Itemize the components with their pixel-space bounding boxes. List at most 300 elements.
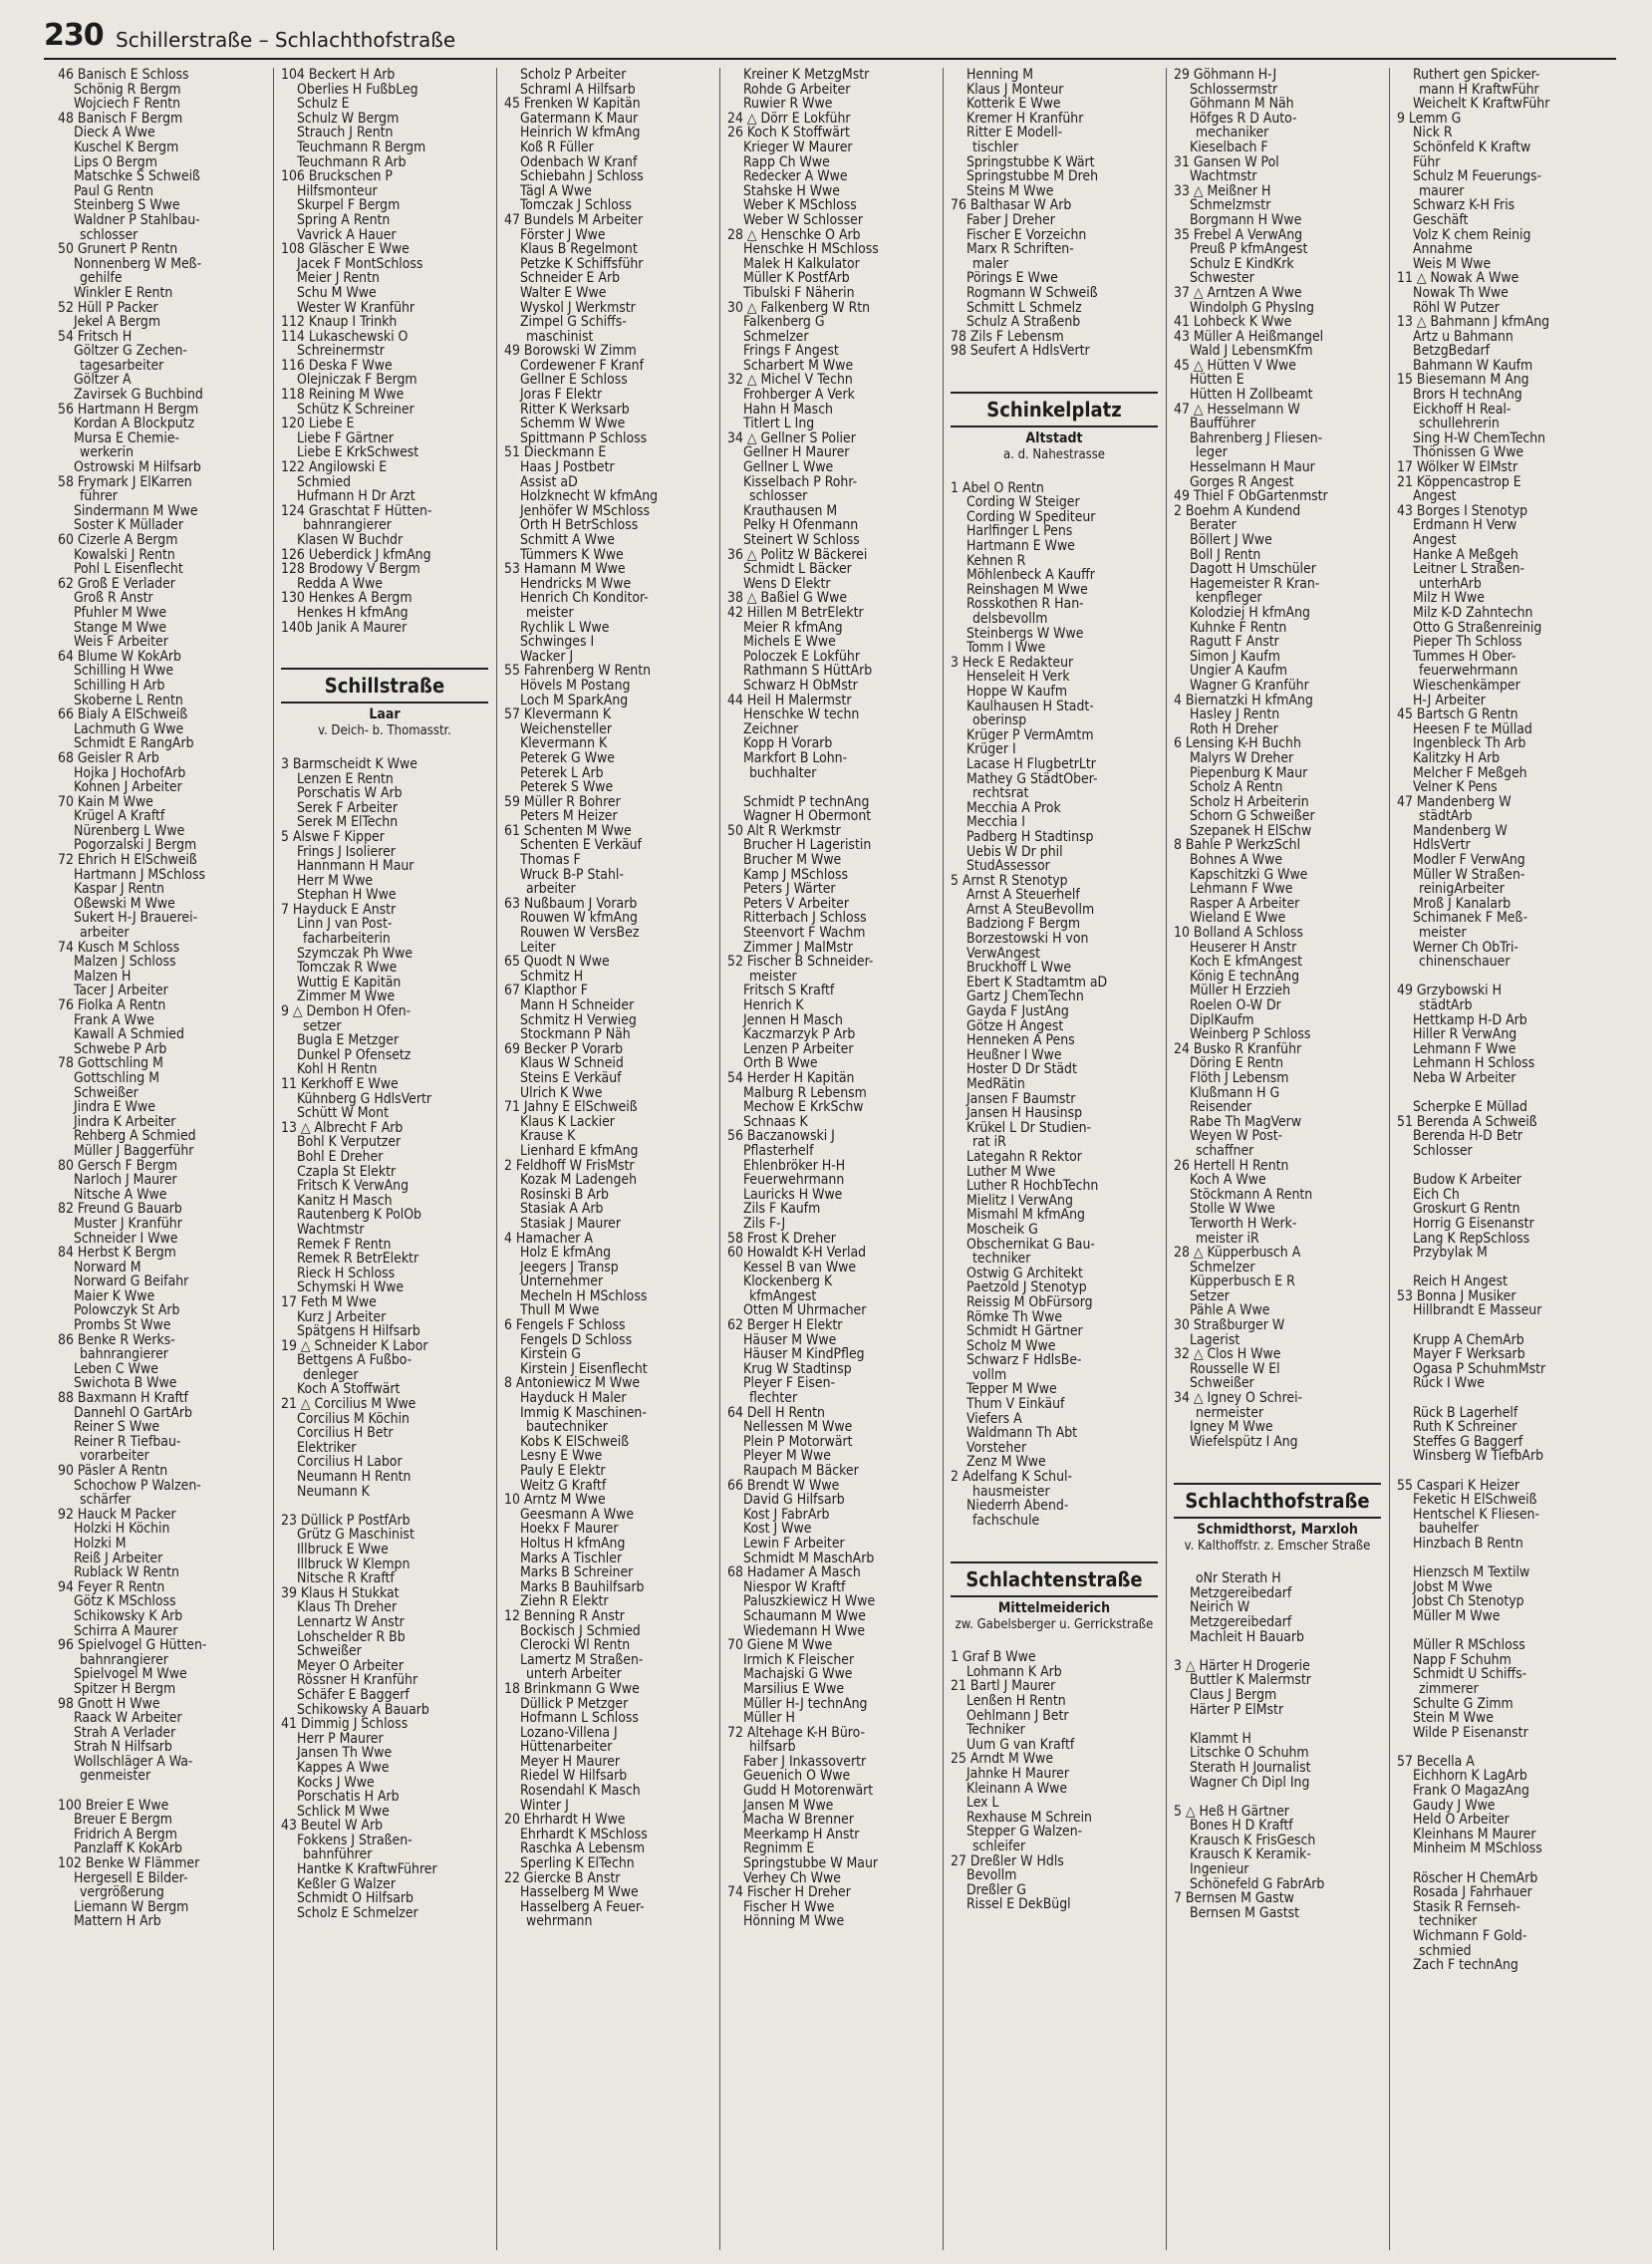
- directory-entry: 58 Frost K Dreher: [727, 1231, 836, 1247]
- directory-entry: Borzestowski H von: [966, 932, 1089, 947]
- directory-entry: Neumann H Rentn: [297, 1470, 412, 1485]
- directory-entry: Hinzbach B Rentn: [1413, 1536, 1523, 1552]
- directory-entry: König E technAng: [1190, 969, 1300, 985]
- directory-entry: Szymczak Ph Wwe: [297, 946, 413, 962]
- directory-entry: Koß R Füller: [520, 140, 594, 155]
- spacer: [1174, 1790, 1381, 1805]
- directory-entry: Krüger P VermAmtm: [966, 727, 1094, 743]
- directory-entry: Ehlenbröker H-H: [743, 1158, 846, 1174]
- directory-entry: Redecker A Wwe: [743, 169, 848, 184]
- directory-entry: Stephan H Wwe: [297, 888, 397, 903]
- directory-entry: 2 Boehm A Kundend: [1174, 503, 1301, 519]
- directory-entry: Budow K Arbeiter: [1413, 1173, 1521, 1188]
- directory-entry: Simon J Kaufm: [1190, 649, 1280, 665]
- directory-entry: 124 Graschtat F Hütten-: [281, 503, 432, 519]
- directory-entry: Mecchia I: [966, 815, 1025, 830]
- directory-entry: delsbevollm: [972, 612, 1048, 627]
- directory-entry: Corcilius M Köchin: [297, 1411, 410, 1427]
- directory-entry: reinigArbeiter: [1419, 882, 1505, 897]
- directory-entry: Scholz P Arbeiter: [520, 68, 627, 83]
- directory-entry: 36 △ Politz W Bäckerei: [727, 547, 868, 563]
- directory-entry: Sterath H Journalist: [1190, 1760, 1311, 1776]
- spacer: [1174, 1557, 1381, 1572]
- directory-entry: 18 Brinkmann G Wwe: [504, 1681, 640, 1697]
- directory-entry: Kohnen J Arbeiter: [74, 780, 182, 795]
- directory-entry: Jansen Th Wwe: [297, 1746, 393, 1761]
- directory-entry: 122 Angilowski E: [281, 460, 388, 475]
- directory-entry: Göltzer A: [74, 373, 132, 389]
- directory-entry: Lagerist: [1190, 1332, 1240, 1348]
- directory-entry: Schweißer: [297, 1644, 362, 1659]
- directory-entry: Nowak Th Wwe: [1413, 285, 1509, 301]
- directory-entry: Sing H-W ChemTechn: [1413, 430, 1546, 446]
- directory-entry: Henseleit H Verk: [966, 670, 1070, 685]
- directory-entry: Scholz M Wwe: [966, 1338, 1056, 1354]
- directory-entry: Kost J FabrArb: [743, 1507, 830, 1523]
- directory-entry: Spitzer H Bergm: [74, 1681, 176, 1697]
- directory-entry: 23 Düllick P PostfArb: [281, 1513, 411, 1529]
- directory-entry: 74 Fischer H Dreher: [727, 1885, 851, 1900]
- directory-entry: Oberlies H FußbLeg: [297, 82, 418, 98]
- directory-entry: Bockisch J Schmied: [520, 1623, 641, 1639]
- directory-entry: Nick R: [1413, 126, 1453, 141]
- directory-entry: DiplKaufm: [1190, 1012, 1254, 1028]
- directory-entry: 24 △ Dörr E Lokführ: [727, 111, 851, 127]
- directory-entry: Arnst A SteuBevollm: [966, 902, 1095, 918]
- directory-entry: 78 Gottschling M: [58, 1056, 163, 1071]
- directory-entry: Schneider E Arb: [520, 271, 621, 286]
- directory-entry: Pfuhler M Wwe: [74, 605, 167, 621]
- directory-entry: Kirstein G: [520, 1347, 581, 1362]
- directory-entry: bautechniker: [526, 1420, 608, 1435]
- directory-entry: Krausch K FrisGesch: [1190, 1833, 1316, 1848]
- directory-entry: meister iR: [1196, 1231, 1259, 1247]
- directory-entry: Schaumann M Wwe: [743, 1608, 866, 1624]
- directory-entry: Kost J Wwe: [743, 1522, 812, 1537]
- directory-entry: Rieck H Schloss: [297, 1266, 396, 1281]
- directory-entry: Stasiak J Maurer: [520, 1216, 622, 1232]
- directory-entry: Peters M Heizer: [520, 809, 618, 824]
- directory-entry: 62 Groß E Verlader: [58, 576, 175, 592]
- directory-entry: Polowczyk St Arb: [74, 1303, 180, 1319]
- directory-entry: 61 Schenten M Wwe: [504, 823, 632, 839]
- directory-entry: Rouwen W kfmAng: [520, 911, 638, 927]
- directory-entry: Marks B Bauhilfsarb: [520, 1579, 645, 1595]
- directory-entry: Götze H Angest: [966, 1018, 1064, 1034]
- directory-entry: schullehrerin: [1419, 417, 1500, 431]
- directory-entry: Pleyer F Eisen-: [743, 1376, 836, 1392]
- directory-entry: Jahnke H Maurer: [966, 1766, 1069, 1782]
- directory-entry: Markfort B Lohn-: [743, 750, 848, 766]
- directory-entry: Padberg H Stadtinsp: [966, 829, 1094, 845]
- directory-entry: Arnst A Steuerhelf: [966, 888, 1080, 903]
- directory-entry: schaffner: [1196, 1143, 1254, 1159]
- directory-entry: Schulz A Straßenb: [966, 315, 1081, 330]
- directory-entry: Wyskol J Werkmstr: [520, 300, 636, 316]
- directory-entry: Paul G Rentn: [74, 183, 154, 199]
- directory-entry: Klevermann K: [520, 736, 608, 751]
- directory-entry: Schulz W Bergm: [297, 111, 400, 127]
- directory-entry: 116 Deska F Wwe: [281, 358, 393, 374]
- directory-entry: Schreinermstr: [297, 344, 385, 359]
- directory-entry: Rousselle W El: [1190, 1361, 1280, 1377]
- directory-entry: Nellessen M Wwe: [743, 1420, 853, 1435]
- directory-entry: Rapp Ch Wwe: [743, 154, 830, 170]
- directory-entry: 59 Müller R Bohrer: [504, 794, 621, 810]
- directory-entry: Hannmann H Maur: [297, 859, 414, 874]
- directory-entry: 12 Benning R Anstr: [504, 1608, 625, 1624]
- column-4: [727, 68, 935, 2250]
- directory-entry: fachschule: [972, 1513, 1040, 1529]
- directory-entry: Horrig G Eisenanstr: [1413, 1216, 1534, 1232]
- directory-entry: Rabe Th MagVerw: [1190, 1114, 1302, 1130]
- directory-entry: Fischer H Wwe: [743, 1899, 835, 1915]
- directory-entry: Häuser M Wwe: [743, 1332, 837, 1348]
- spacer: [951, 1636, 1158, 1651]
- directory-entry: Hahn H Masch: [743, 402, 833, 418]
- directory-entry: Reich H Angest: [1413, 1274, 1508, 1289]
- directory-entry: Krüger I: [966, 742, 1016, 757]
- directory-entry: Kehnen R: [966, 553, 1026, 569]
- directory-entry: Lips O Bergm: [74, 154, 157, 170]
- directory-entry: Mecheln H MSchloss: [520, 1288, 648, 1304]
- directory-entry: 53 Hamann M Wwe: [504, 562, 626, 577]
- directory-entry: Lex L: [966, 1796, 999, 1811]
- directory-entry: Klaus W Schneid: [520, 1056, 624, 1071]
- directory-entry: Techniker: [966, 1723, 1025, 1738]
- directory-entry: 34 △ Igney O Schrei-: [1174, 1391, 1303, 1406]
- directory-entry: Lehmann F Wwe: [1413, 1041, 1516, 1057]
- directory-entry: Frank O MagazAng: [1413, 1784, 1529, 1799]
- directory-entry: Brucher H Lageristin: [743, 838, 872, 854]
- directory-entry: Clerocki Wl Rentn: [520, 1638, 631, 1653]
- directory-entry: Melcher F Meßgeh: [1413, 765, 1527, 781]
- column-divider: [1166, 68, 1167, 2250]
- directory-entry: Stein M Wwe: [1413, 1711, 1494, 1726]
- directory-entry: Kaczmarzyk P Arb: [743, 1027, 856, 1042]
- directory-entry: 66 Bialy A ElSchweiß: [58, 708, 188, 722]
- directory-entry: 49 Borowski W Zimm: [504, 344, 637, 359]
- directory-entry: Vorsteher: [966, 1440, 1027, 1456]
- directory-entry: Czapla St Elektr: [297, 1164, 397, 1180]
- directory-entry: Pohl L Eisenflecht: [74, 562, 183, 577]
- directory-entry: Fritsch K VerwAng: [297, 1179, 410, 1194]
- directory-entry: Lohmann K Arb: [966, 1664, 1062, 1680]
- directory-entry: hausmeister: [972, 1484, 1050, 1500]
- directory-entry: 84 Herbst K Bergm: [58, 1246, 176, 1261]
- directory-entry: Hantke K KraftwFührer: [297, 1862, 437, 1877]
- directory-entry: 37 △ Arntzen A Wwe: [1174, 285, 1302, 301]
- directory-entry: oberinsp: [972, 713, 1027, 728]
- directory-entry: Porschatis W Arb: [297, 786, 403, 801]
- directory-entry: Hoster D Dr Städt: [966, 1062, 1077, 1077]
- directory-entry: Reinshagen M Wwe: [966, 582, 1088, 598]
- directory-entry: schleifer: [972, 1839, 1026, 1854]
- directory-entry: 28 △ Küpperbusch A: [1174, 1246, 1301, 1261]
- directory-entry: Milz K-D Zahntechn: [1413, 605, 1533, 621]
- directory-entry: Pauly E Elektr: [520, 1464, 606, 1479]
- directory-entry: Schirra A Maurer: [74, 1623, 178, 1639]
- directory-entry: 21 Bartl J Maurer: [951, 1679, 1056, 1694]
- directory-entry: Tummes H Ober-: [1413, 649, 1516, 665]
- directory-entry: Schlosser: [1413, 1143, 1473, 1159]
- directory-entry: StudAssessor: [966, 859, 1050, 874]
- directory-entry: Feketic H ElSchweiß: [1413, 1493, 1537, 1508]
- directory-entry: Gellner E Schloss: [520, 373, 628, 389]
- directory-entry: Küpperbusch E R: [1190, 1274, 1295, 1289]
- directory-entry: Terworth H Werk-: [1190, 1216, 1297, 1232]
- directory-entry: Weis M Wwe: [1413, 256, 1492, 272]
- spacer: [951, 373, 1158, 388]
- directory-entry: Hojka J HochofArb: [74, 765, 186, 781]
- directory-entry: 96 Spielvogel G Hütten-: [58, 1638, 207, 1653]
- directory-entry: Schwarz H ObMstr: [743, 678, 858, 694]
- directory-entry: Leiter: [520, 940, 556, 956]
- directory-entry: Spätgens H Hilfsarb: [297, 1324, 420, 1339]
- directory-entry: Litschke O Schuhm: [1190, 1746, 1309, 1761]
- directory-entry: Koch A Stoffwärt: [297, 1382, 401, 1398]
- directory-entry: Thönissen G Wwe: [1413, 445, 1524, 461]
- spacer: [1397, 1391, 1606, 1406]
- directory-entry: Lehmann H Schloss: [1413, 1056, 1535, 1071]
- directory-entry: 9 Lemm G: [1397, 111, 1462, 127]
- spacer: [1174, 1449, 1381, 1464]
- directory-entry: Lohschelder R Bb: [297, 1629, 406, 1645]
- directory-entry: 42 Hillen M BetrElektr: [727, 605, 864, 621]
- directory-entry: 88 Baxmann H Kraftf: [58, 1391, 188, 1406]
- directory-entry: Zach F technAng: [1413, 1958, 1518, 1973]
- directory-entry: Falkenberg G: [743, 315, 825, 330]
- directory-entry: 69 Becker P Vorarb: [504, 1041, 624, 1057]
- directory-entry: Bones H D Kraftf: [1190, 1819, 1293, 1834]
- directory-entry: 74 Kusch M Schloss: [58, 940, 180, 956]
- spacer: [1397, 1261, 1606, 1275]
- directory-entry: Krug W Stadtinsp: [743, 1361, 852, 1377]
- directory-entry: 21 △ Corcilius M Wwe: [281, 1397, 416, 1412]
- directory-entry: wehrmann: [526, 1914, 593, 1929]
- directory-entry: oNr Sterath H: [1196, 1571, 1281, 1586]
- directory-entry: Borgmann H Wwe: [1190, 212, 1302, 228]
- directory-entry: Serek M ElTechn: [297, 815, 399, 830]
- directory-entry: Schnaas K: [743, 1114, 808, 1130]
- directory-entry: Götz K MSchloss: [74, 1594, 176, 1609]
- directory-entry: Schütt W Mont: [297, 1106, 389, 1121]
- directory-entry: meister: [1419, 926, 1467, 941]
- directory-entry: Gayda F JustAng: [966, 1004, 1069, 1019]
- directory-entry: Berater: [1190, 518, 1237, 533]
- directory-entry: Schmitt L Schmelz: [966, 300, 1082, 316]
- directory-entry: nermeister: [1196, 1405, 1264, 1421]
- directory-entry: Möhlenbeck A Kauffr: [966, 568, 1095, 583]
- directory-entry: Springstubbe K Wärt: [966, 154, 1095, 170]
- directory-entry: Krükel L Dr Studien-: [966, 1120, 1092, 1136]
- directory-entry: 92 Hauck M Packer: [58, 1507, 176, 1523]
- directory-entry: Malzen J Schloss: [74, 955, 176, 970]
- directory-entry: Schenten E Verkäuf: [520, 838, 642, 854]
- directory-entry: Joras F Elektr: [520, 388, 603, 403]
- directory-entry: 11 △ Nowak A Wwe: [1397, 271, 1519, 286]
- directory-entry: Soster K Müllader: [74, 518, 184, 533]
- directory-entry: 51 Berenda A Schweiß: [1397, 1114, 1537, 1130]
- directory-entry: Steinert W Schloss: [743, 533, 860, 548]
- directory-entry: Stahske H Wwe: [743, 183, 840, 199]
- directory-entry: Prombs St Wwe: [74, 1318, 171, 1333]
- directory-entry: Leitner L Straßen-: [1413, 562, 1525, 577]
- directory-entry: 140b Janik A Maurer: [281, 620, 408, 636]
- directory-entry: Lachmuth G Wwe: [74, 721, 184, 737]
- directory-entry: 33 △ Meißner H: [1174, 183, 1271, 199]
- directory-entry: 102 Benke W Flämmer: [58, 1856, 200, 1871]
- directory-entry: Stepper G Walzen-: [966, 1825, 1083, 1840]
- directory-entry: Bohl K Verputzer: [297, 1135, 402, 1150]
- spacer: [1397, 1086, 1606, 1101]
- directory-entry: Oehlmann J Betr: [966, 1708, 1069, 1724]
- directory-entry: Schiebahn J Schloss: [520, 169, 644, 184]
- spacer: [58, 1784, 265, 1799]
- directory-entry: Schmelzer: [1190, 1260, 1255, 1275]
- directory-entry: Kuschel K Bergm: [74, 140, 179, 155]
- directory-entry: Peters V Arbeiter: [743, 896, 849, 912]
- directory-entry: Faber J Inkassovertr: [743, 1754, 867, 1770]
- directory-entry: Waldner P Stahlbau-: [74, 212, 200, 228]
- directory-entry: Bahrenberg J Fliesen-: [1190, 430, 1323, 446]
- directory-entry: Schmitt A Wwe: [520, 533, 615, 548]
- directory-entry: Dreßler G: [966, 1882, 1026, 1898]
- directory-entry: Lennartz W Anstr: [297, 1614, 405, 1630]
- directory-entry: Frank A Wwe: [74, 1012, 154, 1028]
- directory-entry: Zavirsek G Buchbind: [74, 388, 203, 403]
- directory-entry: Lategahn R Rektor: [966, 1149, 1082, 1165]
- directory-entry: Fengels D Schloss: [520, 1332, 633, 1348]
- directory-entry: Faber J Dreher: [966, 212, 1055, 228]
- directory-entry: Dagott H Umschüler: [1190, 562, 1316, 577]
- directory-entry: Wieland E Wwe: [1190, 911, 1286, 927]
- directory-entry: 82 Freund G Bauarb: [58, 1202, 182, 1217]
- directory-entry: Artz u Bahmann: [1413, 329, 1514, 345]
- street-name: Schillstraße: [324, 674, 445, 699]
- directory-entry: Schulz M Feuerungs-: [1413, 169, 1542, 184]
- directory-entry: maurer: [1419, 183, 1465, 199]
- directory-entry: Bettgens A Fußbo-: [297, 1353, 413, 1368]
- directory-entry: Henrich K: [743, 998, 804, 1013]
- directory-entry: Raupach M Bäcker: [743, 1464, 859, 1479]
- directory-entry: Cording W Steiger: [966, 495, 1080, 510]
- directory-entry: Groskurt G Rentn: [1413, 1202, 1520, 1217]
- directory-entry: Igney M Wwe: [1190, 1420, 1273, 1435]
- directory-entry: 5 △ Heß H Gärtner: [1174, 1804, 1289, 1820]
- directory-entry: Kapschitzki G Wwe: [1190, 867, 1308, 883]
- directory-entry: Müller W Straßen-: [1413, 867, 1525, 883]
- directory-entry: Schwebe P Arb: [74, 1041, 167, 1057]
- directory-entry: Brucher M Wwe: [743, 853, 842, 868]
- directory-entry: Neirich W: [1190, 1600, 1250, 1615]
- directory-entry: 35 Frebel A VerwAng: [1174, 227, 1303, 243]
- column-5: [951, 68, 1158, 2250]
- directory-entry: 8 Bahle P WerkzSchl: [1174, 838, 1301, 854]
- directory-entry: Schilling H Wwe: [74, 664, 174, 679]
- directory-entry: 45 Bartsch G Rentn: [1397, 708, 1518, 722]
- directory-entry: 108 Gläscher E Wwe: [281, 242, 410, 257]
- directory-entry: Ostwig G Architekt: [966, 1266, 1083, 1281]
- directory-entry: Schulte G Zimm: [1413, 1696, 1514, 1712]
- directory-entry: Jindra E Wwe: [74, 1100, 155, 1115]
- directory-entry: 43 Beutel W Arb: [281, 1819, 384, 1834]
- directory-entry: 10 Bolland A Schloss: [1174, 926, 1303, 941]
- directory-entry: Gartz J ChemTechn: [966, 990, 1084, 1005]
- street-range: zw. Gabelsberger u. Gerrickstraße: [955, 1616, 1154, 1632]
- directory-entry: 52 Hüll P Packer: [58, 300, 158, 316]
- directory-entry: Rück B Lagerhelf: [1413, 1405, 1518, 1421]
- directory-entry: Nitsche A Wwe: [74, 1187, 167, 1203]
- directory-entry: zimmerer: [1419, 1681, 1479, 1697]
- spacer: [1397, 970, 1606, 985]
- directory-entry: 72 Altehage K-H Büro-: [727, 1725, 865, 1741]
- spacer: [951, 1543, 1158, 1557]
- directory-entry: Schu M Wwe: [297, 285, 377, 301]
- directory-entry: Rouwen W VersBez: [520, 926, 640, 941]
- directory-entry: schlosser: [749, 489, 808, 504]
- directory-entry: Klaus B Regelmont: [520, 242, 638, 257]
- directory-entry: Schilling H Arb: [74, 678, 165, 694]
- directory-entry: 8 Antoniewicz M Wwe: [504, 1376, 641, 1392]
- directory-entry: Erdmann H Verw: [1413, 518, 1517, 533]
- directory-entry: Schmidt M MaschArb: [743, 1551, 875, 1566]
- directory-entry: Mathey G StädtOber-: [966, 771, 1098, 787]
- directory-entry: Odenbach W Kranf: [520, 154, 638, 170]
- directory-entry: Michels E Wwe: [743, 635, 836, 650]
- directory-entry: Skurpel F Bergm: [297, 198, 401, 213]
- directory-entry: Thomas F: [520, 853, 581, 868]
- directory-entry: Heußner I Wwe: [966, 1047, 1062, 1063]
- directory-entry: Henning M: [966, 68, 1034, 83]
- directory-entry: 86 Benke R Werks-: [58, 1332, 175, 1348]
- directory-entry: Jansen H Hausinsp: [966, 1106, 1083, 1121]
- directory-entry: Rück I Wwe: [1413, 1376, 1485, 1392]
- directory-entry: Kühnberg G HdlsVertr: [297, 1091, 431, 1107]
- directory-entry: Muster J Kranführ: [74, 1216, 182, 1232]
- directory-entry: Göltzer G Zechen-: [74, 344, 187, 359]
- directory-entry: Przybylak M: [1413, 1246, 1488, 1261]
- directory-entry: 7 Hayduck E Anstr: [281, 902, 397, 918]
- directory-entry: unterhArb: [1419, 576, 1482, 592]
- directory-entry: hilfsarb: [749, 1740, 796, 1755]
- directory-entry: Rohde G Arbeiter: [743, 82, 851, 98]
- directory-entry: Uum G van Kraftf: [966, 1737, 1075, 1753]
- directory-entry: Kobs K ElSchweiß: [520, 1434, 630, 1450]
- directory-entry: Preuß P kfmAngest: [1190, 242, 1308, 257]
- directory-entry: Wagner Ch Dipl Ing: [1190, 1775, 1310, 1791]
- directory-entry: 94 Feyer R Rentn: [58, 1579, 165, 1595]
- directory-entry: genmeister: [80, 1769, 151, 1785]
- spacer: [1397, 1856, 1606, 1871]
- directory-entry: 118 Reining M Wwe: [281, 388, 405, 403]
- directory-entry: Ingenieur: [1190, 1862, 1249, 1877]
- directory-entry: Reissig M ObFürsorg: [966, 1294, 1093, 1310]
- directory-entry: Marx R Schriften-: [966, 242, 1074, 257]
- directory-entry: Kalitzky H Arb: [1413, 750, 1501, 766]
- directory-entry: VerwAngest: [966, 946, 1041, 962]
- directory-entry: facharbeiterin: [303, 932, 391, 947]
- directory-entry: 9 △ Dembon H Ofen-: [281, 1004, 412, 1019]
- directory-entry: bahnrangierer: [303, 518, 392, 533]
- directory-entry: 15 Biesemann M Ang: [1397, 373, 1529, 389]
- directory-entry: 2 Adelfang K Schul-: [951, 1470, 1072, 1485]
- directory-entry: Mielitz I VerwAng: [966, 1193, 1073, 1209]
- directory-entry: Härter P ElMstr: [1190, 1702, 1284, 1718]
- directory-entry: Thum V Einkäuf: [966, 1397, 1065, 1412]
- directory-entry: MedRätin: [966, 1077, 1025, 1092]
- directory-entry: Wachtmstr: [1190, 169, 1257, 184]
